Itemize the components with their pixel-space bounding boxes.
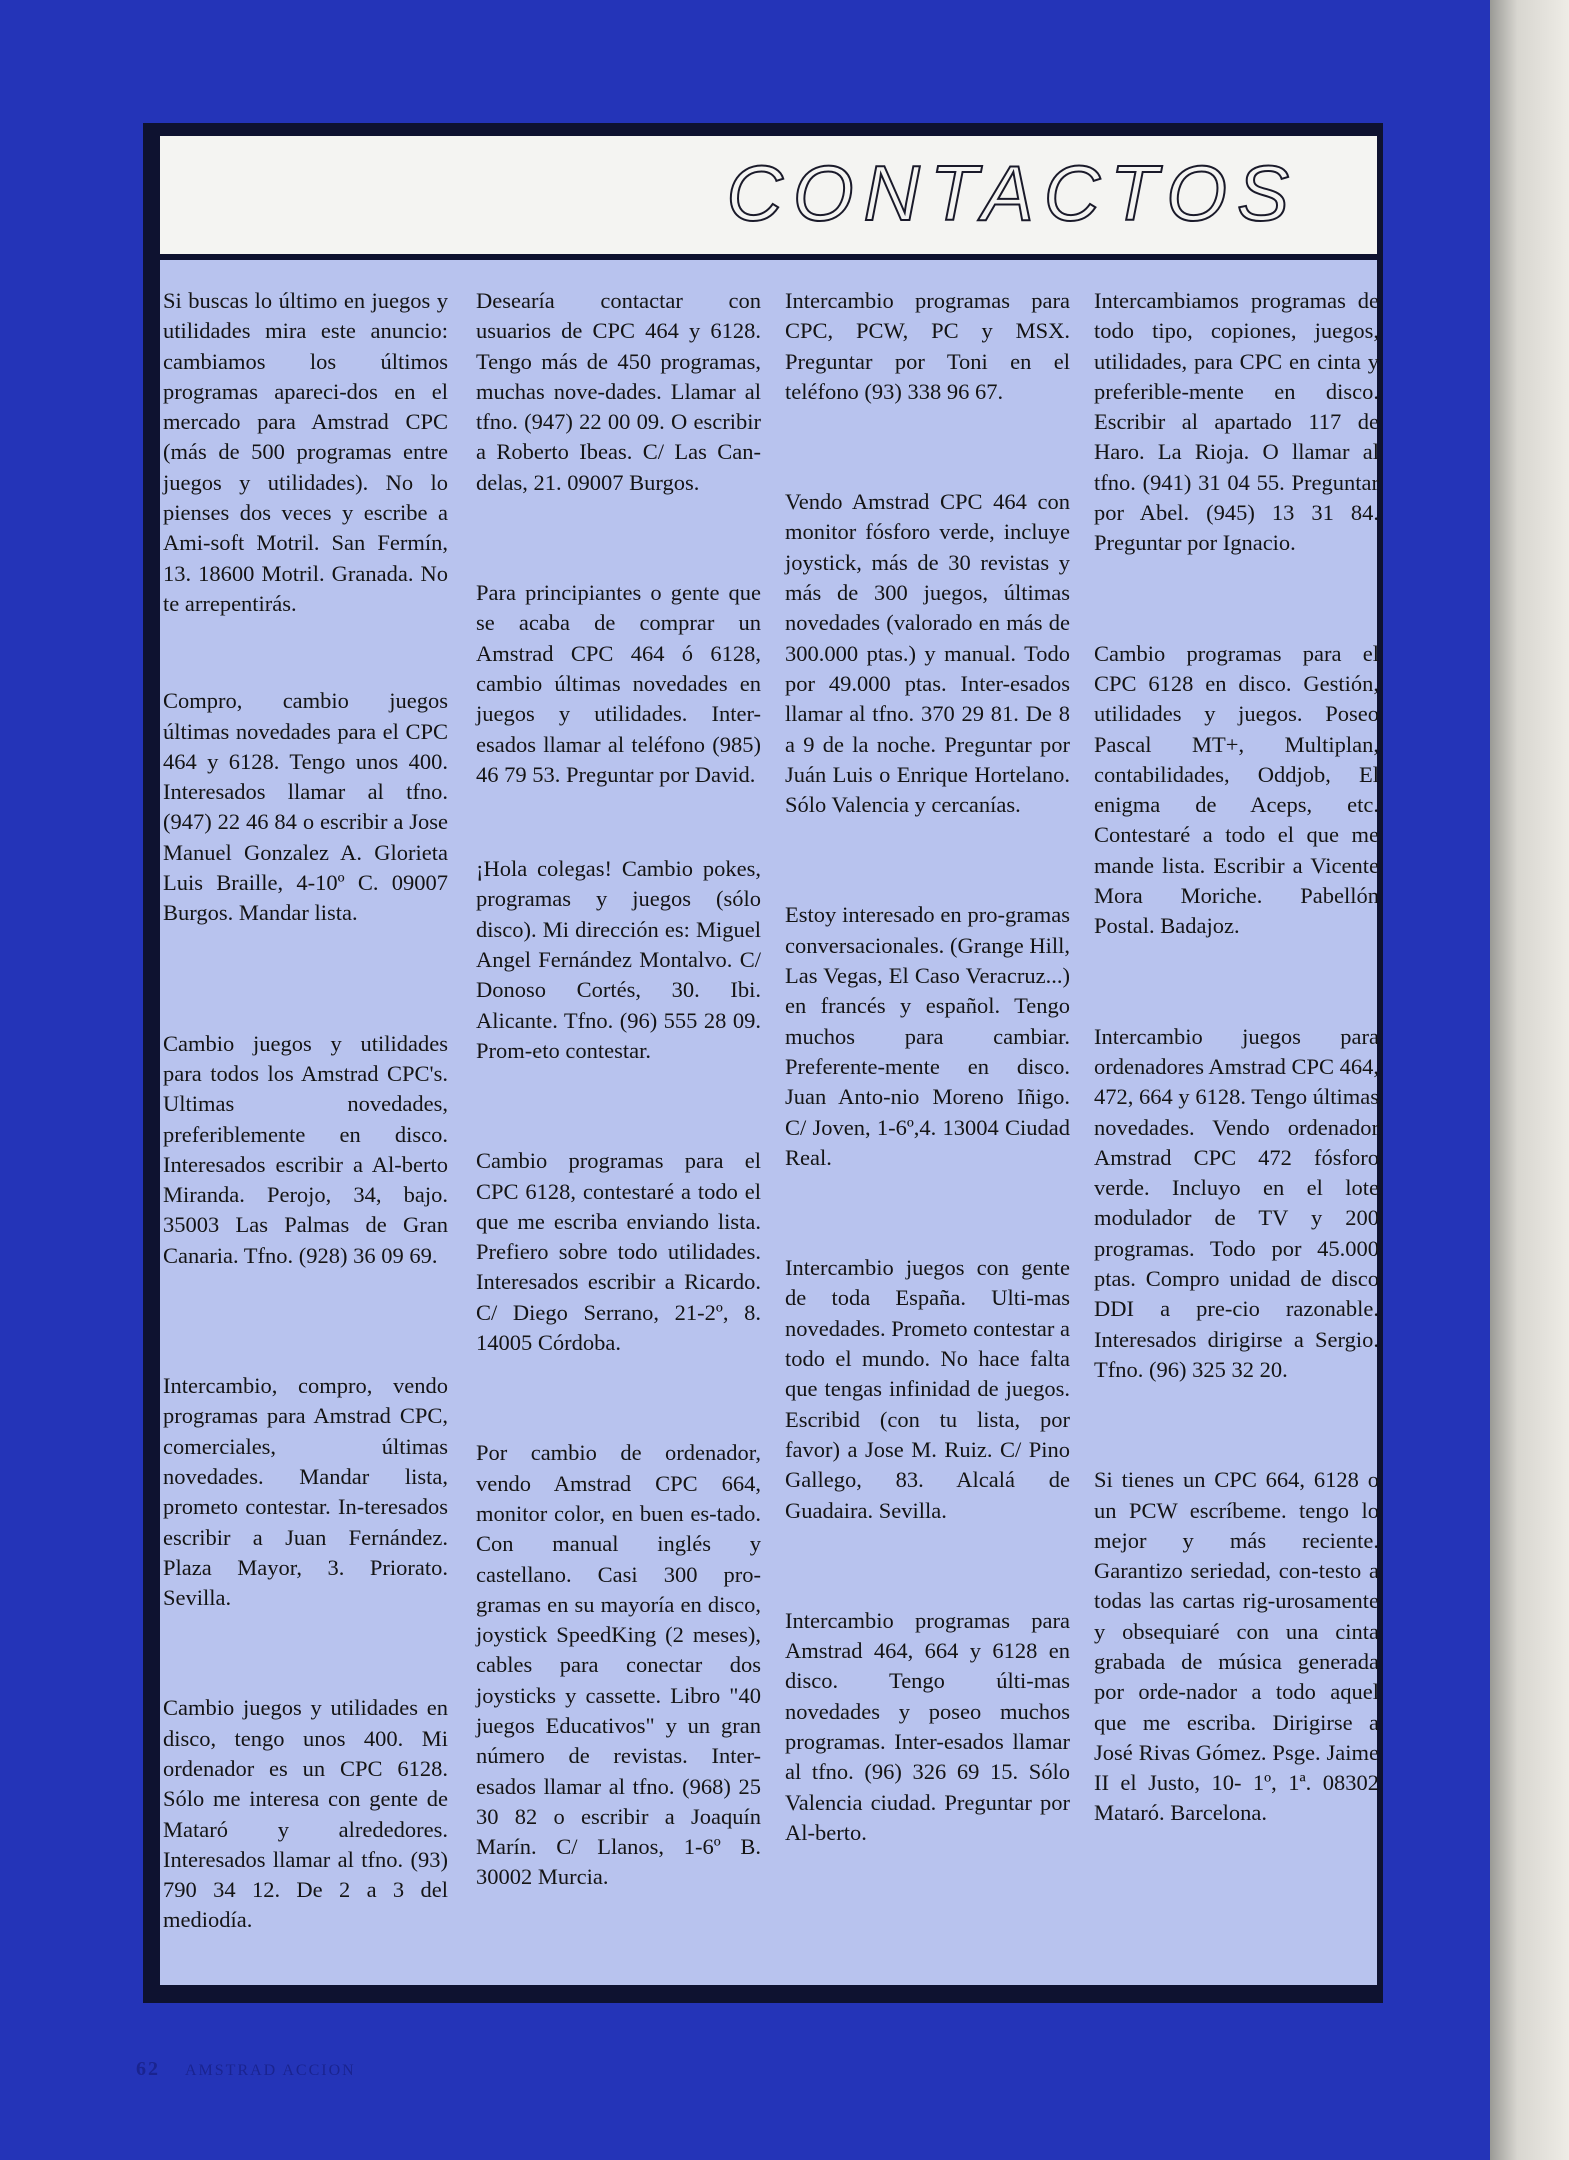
classified-ad: Intercambio programas para CPC, PCW, PC y MSX. Preguntar por Toni en el teléfono (93) 338 96 67.	[785, 288, 1070, 404]
classified-ad: Cambio programas para el CPC 6128, contestaré a todo el que me escriba enviando lista. Prefiero sobre todo utilidades. Interesados escribir a Ricardo. C/ Diego Serrano, 21-2º, 8. 14005 Córdoba.	[476, 1148, 761, 1356]
classified-ad: Intercambio programas para Amstrad 464, 664 y 6128 en disco. Tengo últi-mas novedades y poseo muchos programas. Inter-esados llamar al tfno. (96) 326 69 15. Sólo Valencia ciudad. Preguntar por Al-berto.	[785, 1607, 1070, 1845]
column-3	[785, 286, 1070, 1848]
column-4	[1094, 286, 1379, 1829]
column-1	[163, 286, 448, 1936]
page-footer	[136, 2058, 356, 2081]
classified-ad: Intercambio juegos con gente de toda España. Ulti-mas novedades. Prometo contestar a todo el mundo. No hace falta que tengas infinidad de juegos. Escribid (con tu lista, por favor) a Jose M. Ruiz. C/ Pino Gallego, 83. Alcalá de Guadaira. Sevilla.	[785, 1255, 1070, 1523]
page-edge	[1490, 0, 1569, 2160]
classified-ad: Cambio programas para el CPC 6128 en disco. Gestión, utilidades y juegos. Poseo Pascal MT+, Multiplan, contabilidades, Oddjob, El enigma de Aceps, etc. Contestaré a todo el que me mande lista. Escribir a Vicente Mora Moriche. Pabellón Postal. Badajoz.	[1094, 640, 1379, 939]
classified-ad: Estoy interesado en pro-gramas conversacionales. (Grange Hill, Las Vegas, El Caso Veracruz...) en francés y español. Tengo muchos para cambiar. Preferente-mente en disco. Juan Anto-nio Moreno Iñigo. C/ Joven, 1-6º,4. 13004 Ciudad Real.	[785, 902, 1070, 1170]
classified-ads-area	[160, 260, 1377, 1985]
classified-ad: Intercambio juegos para ordenadores Amstrad CPC 464, 472, 664 y 6128. Tengo últimas novedades. Vendo ordenador Amstrad CPC 472 fósforo verde. Incluyo en el lote modulador de TV y 200 programas. Todo por 45.000 ptas. Compro unidad de disco DDI a pre-cio razonable. Interesados dirigirse a Sergio. Tfno. (96) 325 32 20.	[1094, 1023, 1379, 1382]
classified-ad: Cambio juegos y utilidades en disco, tengo unos 400. Mi ordenador es un CPC 6128. Sólo me interesa con gente de Mataró y alrededores. Interesados llamar al tfno. (93) 790 34 12. De 2 a 3 del mediodía.	[163, 1695, 448, 1933]
classified-ad: Compro, cambio juegos últimas novedades para el CPC 464 y 6128. Tengo unos 400. Interesados llamar al tfno. (947) 22 46 84 o escribir a Jose Manuel Gonzalez A. Glorieta Luis Braille, 4-10º C. 09007 Burgos. Mandar lista.	[163, 688, 448, 926]
classified-ad: Desearía contactar con usuarios de CPC 464 y 6128. Tengo más de 450 programas, muchas nove-dades. Llamar al tfno. (947) 22 00 09. O escribir a Roberto Ibeas. C/ Las Can-delas, 21. 09007 Burgos.	[476, 288, 761, 495]
classified-ad: Vendo Amstrad CPC 464 con monitor fósforo verde, incluye joystick, más de 30 revistas y más de 300 juegos, últimas novedades (valorado en más de 300.000 ptas.) y manual. Todo por 49.000 ptas. Inter-esados llamar al tfno. 370 29 81. De 8 a 9 de la noche. Preguntar por Juán Luis o Enrique Hortelano. Sólo Valencia y cercanías.	[785, 489, 1070, 818]
classified-ad: Por cambio de ordenador, vendo Amstrad CPC 664, monitor color, en buen es-tado. Con manual inglés y castellano. Casi 300 pro-gramas en su mayoría en disco, joystick SpeedKing (2 meses), cables para conectar dos joysticks y cassette. Libro "40 juegos Educativos" y un gran número de revistas. Inter-esados llamar al tfno. (968) 25 30 82 o escribir a Joaquín Marín. C/ Llanos, 1-6º B. 30002 Murcia.	[476, 1440, 761, 1890]
classified-ad: ¡Hola colegas! Cambio pokes, programas y juegos (sólo disco). Mi dirección es: Miguel Angel Fernández Montalvo. C/ Donoso Cortés, 30. Ibi. Alicante. Tfno. (96) 555 28 09. Prom-eto contestar.	[476, 856, 761, 1063]
classified-ad: Intercambiamos programas de todo tipo, copiones, juegos, utilidades, para CPC en cinta y preferible-mente en disco. Escribir al apartado 117 de Haro. La Rioja. O llamar al tfno. (941) 31 04 55. Preguntar por Abel. (945) 13 31 84. Preguntar por Ignacio.	[1094, 288, 1379, 556]
section-title: CONTACTOS	[726, 149, 1299, 237]
classified-ad: Intercambio, compro, vendo programas para Amstrad CPC, comerciales, últimas novedades. Mandar lista, prometo contestar. In-teresados escribir a Juan Fernández. Plaza Mayor, 3. Priorato. Sevilla.	[163, 1373, 448, 1611]
section-header	[160, 136, 1377, 254]
classified-ad: Si tienes un CPC 664, 6128 o un PCW escríbeme. tengo lo mejor y más reciente. Garantizo seriedad, con-testo a todas las cartas rig-urosamente y obsequiaré con una cinta grabada de música generada por orde-nador a todo aquel que me escriba. Dirigirse a José Rivas Gómez. Psge. Jaime II el Justo, 10- 1º, 1ª. 08302 Mataró. Barcelona.	[1094, 1467, 1379, 1826]
column-2	[476, 286, 761, 1893]
magazine-name: AMSTRAD ACCION	[185, 2062, 356, 2079]
classified-ad: Para principiantes o gente que se acaba de comprar un Amstrad CPC 464 ó 6128, cambio últimas novedades en juegos y utilidades. Inter-esados llamar al teléfono (985) 46 79 53. Preguntar por David.	[476, 580, 761, 787]
classified-ad: Cambio juegos y utilidades para todos los Amstrad CPC's. Ultimas novedades, preferiblemente en disco. Interesados escribir a Al-berto Miranda. Perojo, 34, bajo. 35003 Las Palmas de Gran Canaria. Tfno. (928) 36 09 69.	[163, 1030, 448, 1268]
classified-ad: Si buscas lo último en juegos y utilidades mira este anuncio: cambiamos los últimos programas apareci-dos en el mercado para Amstrad CPC (más de 500 programas entre juegos y utilidades). No lo pienses dos veces y escribe a Ami-soft Motril. San Fermín, 13. 18600 Motril. Granada. No te arrepentirás.	[163, 288, 448, 616]
page-number: 62	[136, 2058, 160, 2080]
